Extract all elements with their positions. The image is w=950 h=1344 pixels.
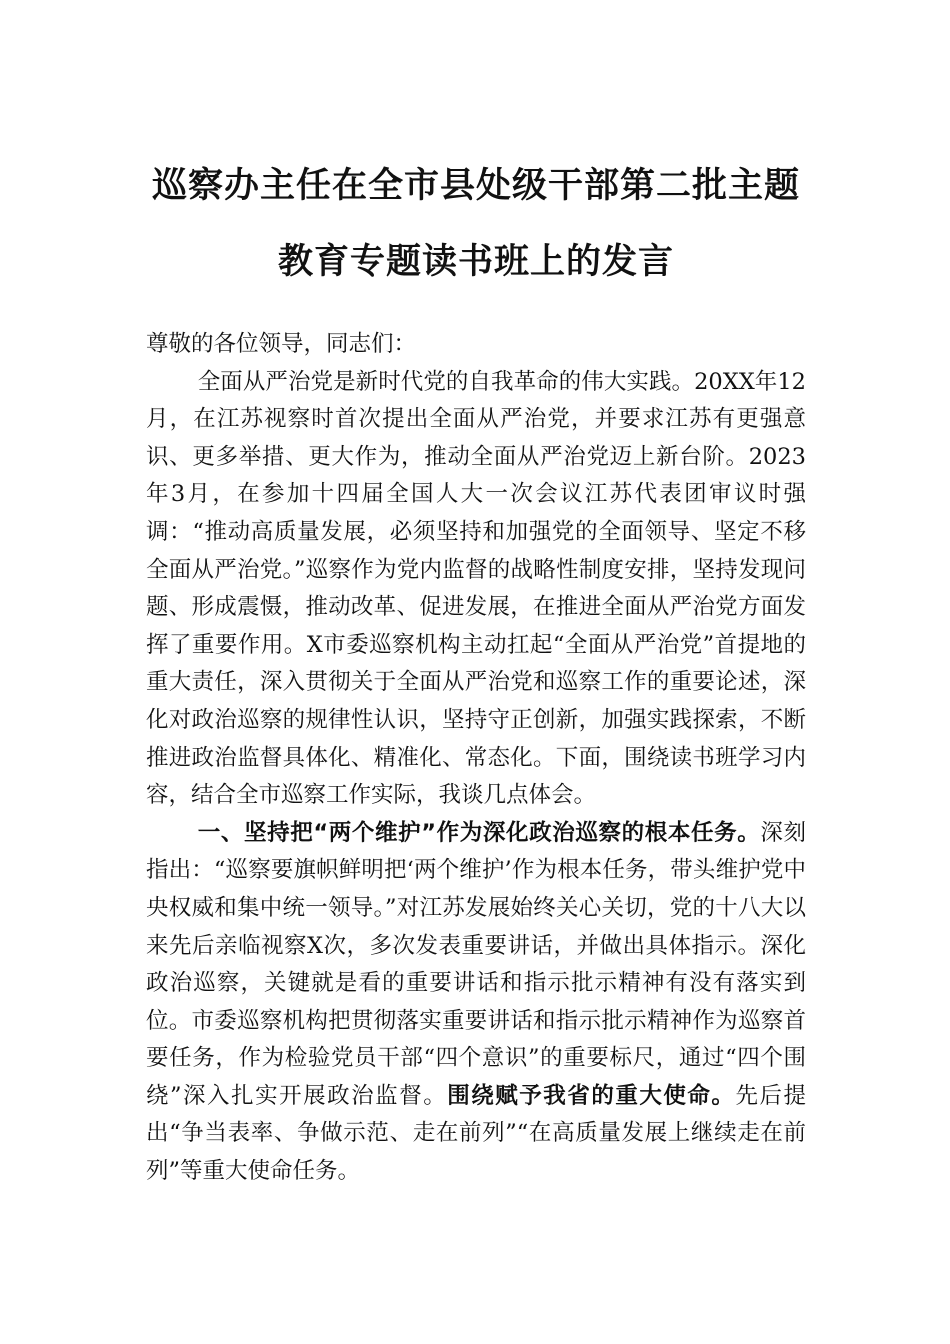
- document-title: [146, 148, 806, 300]
- section-1-text-b: 先后提出“争当表率、争做示范、走在前列”“在高质量发展上继续走在前列”等重大使命任务。: [146, 1082, 806, 1185]
- paragraph-intro: 全面从严治党是新时代党的自我革命的伟大实践。20XX年12月，在江苏视察时首次提出全面从严治党，并要求江苏有更强意识、更多举措、更大作为，推动全面从严治党迈上新台阶。2023年3月，在参加十四届全国人大一次会议江苏代表团审议时强调：“推动高质量发展，必须坚持和加强党的全面领导、坚定不移全面从严治党。”巡察作为党内监督的战略性制度安排，坚持发现问题、形成震慑，推动改革、促进发展，在推进全面从严治党方面发挥了重要作用。X市委巡察机构主动扛起“全面从严治党”首提地的重大责任，深入贯彻关于全面从严治党和巡察工作的重要论述，深化对政治巡察的规律性认识，坚持守正创新，加强实践探索，不断推进政治监督具体化、精准化、常态化。下面，围绕读书班学习内容，结合全市巡察工作实际，我谈几点体会。: [146, 368, 806, 809]
- title-line-1: 巡察办主任在全市县处级干部第二批主题: [151, 165, 800, 206]
- title-line-2: 教育专题读书班上的发言: [277, 241, 674, 282]
- section-1-subheading: 围绕赋予我省的重大使命。: [447, 1082, 736, 1109]
- section-1-heading: 一、坚持把“两个维护”作为深化政治巡察的根本任务。: [197, 819, 761, 846]
- salutation: 尊敬的各位领导，同志们：: [146, 331, 417, 357]
- document-body: [146, 326, 806, 1191]
- section-1-text-a: 深刻指出：“巡察要旗帜鲜明把‘两个维护’作为根本任务，带头维护党中央权威和集中统一领导。”对江苏发展始终关心关切，党的十八大以来先后亲临视察X次，多次发表重要讲话，并做出具体指示。深化政治巡察，关键就是看的重要讲话和指示批示精神有没有落实到位。市委巡察机构把贯彻落实重要讲话和指示批示精神作为巡察首要任务，作为检验党员干部“四个意识”的重要标尺，通过“四个围绕”深入扎实开展政治监督。: [146, 819, 806, 1109]
- paragraph-section-1: [146, 815, 806, 1191]
- document-page: [146, 148, 806, 1191]
